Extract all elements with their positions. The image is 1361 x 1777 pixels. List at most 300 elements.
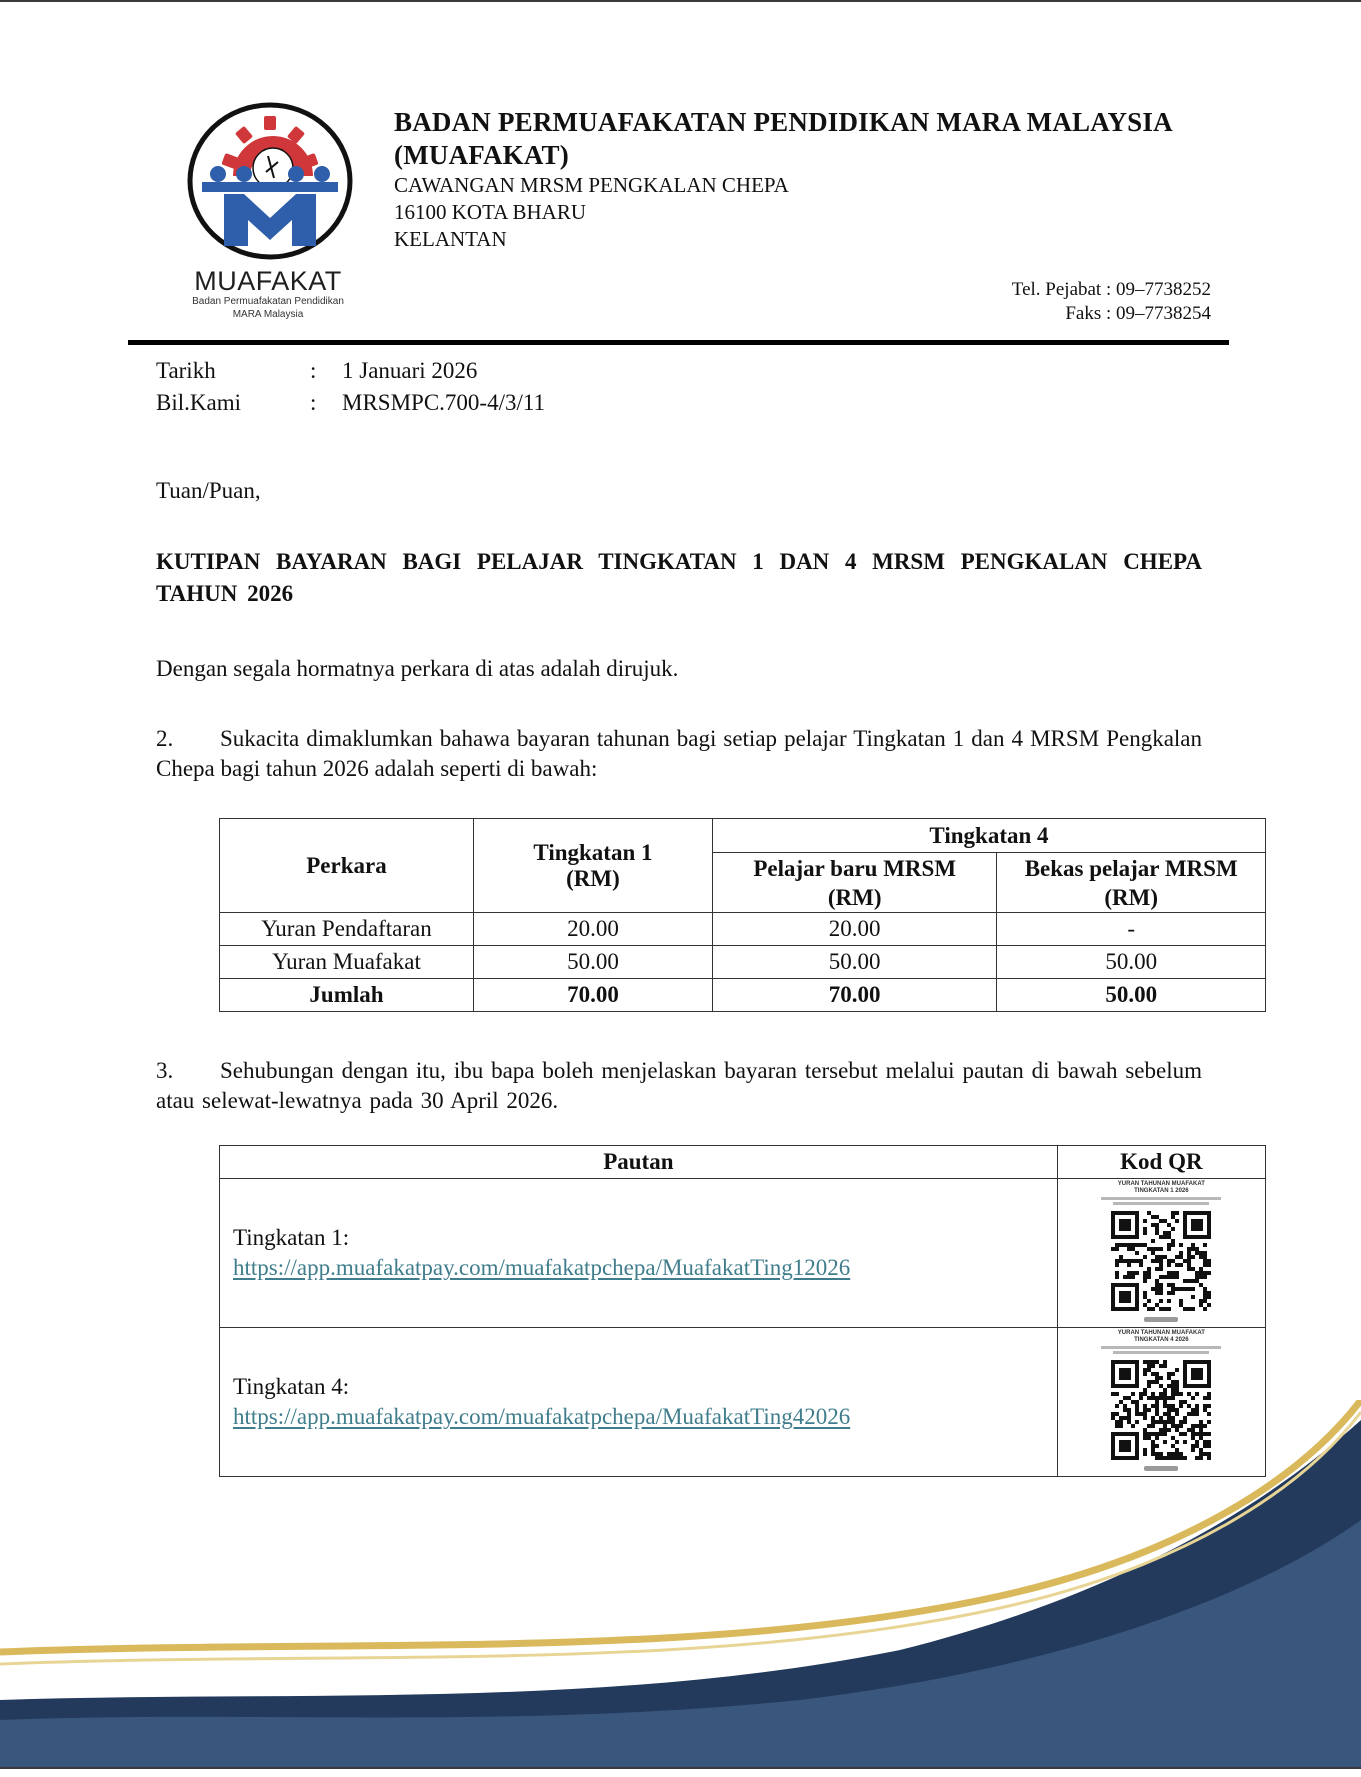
qr-module — [1203, 1251, 1207, 1255]
qr-module — [1155, 1279, 1159, 1283]
qr-module — [1163, 1219, 1167, 1223]
qr-module — [1155, 1376, 1159, 1380]
qr-module — [1115, 1271, 1119, 1275]
qr-module — [1151, 1372, 1155, 1376]
qr-caption-line — [1113, 1202, 1209, 1205]
qr-finder — [1191, 1368, 1203, 1380]
qr-module — [1143, 1303, 1147, 1307]
qr-module — [1151, 1380, 1155, 1384]
qr-module — [1159, 1299, 1163, 1303]
qr-module — [1207, 1291, 1211, 1295]
qr-module — [1159, 1255, 1163, 1259]
qr-module — [1171, 1243, 1175, 1247]
qr-module — [1175, 1255, 1179, 1259]
qr-module — [1187, 1267, 1191, 1271]
qr-module — [1175, 1287, 1179, 1291]
qr-module — [1159, 1275, 1163, 1279]
qr-module — [1175, 1368, 1179, 1372]
qr-module — [1203, 1295, 1207, 1299]
qr-module — [1159, 1219, 1163, 1223]
qr-cell — [1057, 1179, 1265, 1328]
qr-module — [1175, 1275, 1179, 1279]
qr-module — [1167, 1307, 1171, 1311]
qr-module — [1163, 1360, 1167, 1364]
qr-module — [1139, 1392, 1143, 1396]
qr-module — [1187, 1247, 1191, 1251]
qr-module — [1155, 1267, 1159, 1271]
qr-title: TINGKATAN 1 2026 — [1134, 1188, 1189, 1194]
organization-block — [394, 106, 1234, 253]
qr-module — [1167, 1376, 1171, 1380]
qr-module — [1191, 1279, 1195, 1283]
qr-module — [1143, 1372, 1147, 1376]
qr-module — [1199, 1255, 1203, 1259]
qr-module — [1143, 1368, 1147, 1372]
qr-module — [1135, 1251, 1139, 1255]
qr-module — [1187, 1255, 1191, 1259]
qr-module — [1167, 1299, 1171, 1303]
payment-link-tingkatan-4[interactable]: https://app.muafakatpay.com/muafakatpchepa/MuafakatTing42026 — [233, 1404, 851, 1429]
qr-module — [1123, 1259, 1127, 1263]
qr-module — [1179, 1287, 1183, 1291]
qr-module — [1155, 1380, 1159, 1384]
qr-module — [1131, 1392, 1135, 1396]
qr-module — [1155, 1231, 1159, 1235]
qr-module — [1167, 1231, 1171, 1235]
qr-finder — [1191, 1219, 1203, 1231]
qr-module — [1143, 1360, 1147, 1364]
qr-module — [1143, 1291, 1147, 1295]
qr-module — [1155, 1215, 1159, 1219]
qr-module — [1195, 1279, 1199, 1283]
qr-module — [1143, 1392, 1147, 1396]
qr-module — [1171, 1239, 1175, 1243]
reference-value: MRSMPC.700-4/3/11 — [342, 390, 546, 415]
qr-module — [1163, 1307, 1167, 1311]
qr-module — [1163, 1235, 1167, 1239]
qr-module — [1203, 1307, 1207, 1311]
header-text: Pelajar baru MRSM — [753, 855, 957, 881]
qr-module — [1123, 1275, 1127, 1279]
fee-t4-former: 50.00 — [997, 946, 1266, 979]
qr-module — [1151, 1247, 1155, 1251]
fee-item: Yuran Pendaftaran — [220, 913, 474, 946]
qr-module — [1167, 1235, 1171, 1239]
qr-caption-line — [1113, 1351, 1209, 1354]
qr-module — [1183, 1287, 1187, 1291]
qr-module — [1207, 1392, 1211, 1396]
qr-module — [1163, 1231, 1167, 1235]
qr-module — [1151, 1259, 1155, 1263]
qr-module — [1139, 1263, 1143, 1267]
qr-module — [1175, 1263, 1179, 1267]
fee-item: Yuran Muafakat — [220, 946, 474, 979]
qr-finder — [1119, 1219, 1131, 1231]
qr-module — [1163, 1388, 1167, 1392]
paragraph-2-text: Sukacita dimaklumkan bahawa bayaran tahunan bagi setiap pelajar Tingkatan 1 dan 4 MRSM Pengkalan Chepa bagi tahun 2026 adalah seperti di bawah: — [156, 726, 1202, 781]
qr-module — [1159, 1283, 1163, 1287]
qr-module — [1207, 1271, 1211, 1275]
total-row — [220, 979, 1266, 1012]
fee-t4-new: 70.00 — [712, 979, 996, 1012]
fee-item: Jumlah — [220, 979, 474, 1012]
qr-module — [1123, 1243, 1127, 1247]
qr-module — [1171, 1275, 1175, 1279]
qr-module — [1147, 1267, 1151, 1271]
qr-module — [1179, 1255, 1183, 1259]
qr-module — [1195, 1275, 1199, 1279]
qr-module — [1171, 1372, 1175, 1376]
qr-module — [1203, 1299, 1207, 1303]
qr-module — [1143, 1231, 1147, 1235]
qr-module — [1119, 1259, 1123, 1263]
qr-module — [1183, 1259, 1187, 1263]
qr-module — [1159, 1247, 1163, 1251]
paragraph-1: Dengan segala hormatnya perkara di atas adalah dirujuk. — [156, 656, 679, 681]
qr-module — [1155, 1360, 1159, 1364]
qr-module — [1167, 1243, 1171, 1247]
qr-module — [1155, 1259, 1159, 1263]
header-unit: (RM) — [566, 865, 620, 891]
qr-module — [1151, 1287, 1155, 1291]
qr-module — [1179, 1251, 1183, 1255]
qr-module — [1147, 1271, 1151, 1275]
qr-module — [1167, 1283, 1171, 1287]
qr-module — [1199, 1271, 1203, 1275]
paragraph-number: 2. — [156, 726, 174, 751]
qr-module — [1187, 1392, 1191, 1396]
table-row — [220, 946, 1266, 979]
qr-module — [1187, 1251, 1191, 1255]
letter-subject: KUTIPAN BAYARAN BAGI PELAJAR TINGKATAN 1 DAN 4 MRSM PENGKALAN CHEPA TAHUN 2026 — [156, 549, 1202, 606]
fee-t4-new: 20.00 — [712, 913, 996, 946]
office-phone: Tel. Pejabat : 09–7738252 — [1011, 279, 1211, 300]
payment-link-tingkatan-1[interactable]: https://app.muafakatpay.com/muafakatpchepa/MuafakatTing12026 — [233, 1255, 851, 1280]
top-border — [0, 0, 1361, 2]
qr-module — [1175, 1388, 1179, 1392]
fee-t4-new: 50.00 — [712, 946, 996, 979]
qr-module — [1171, 1215, 1175, 1219]
qr-module — [1115, 1243, 1119, 1247]
qr-module — [1131, 1243, 1135, 1247]
qr-module — [1151, 1364, 1155, 1368]
qr-module — [1203, 1243, 1207, 1247]
header-unit: (RM) — [827, 884, 882, 910]
qr-module — [1119, 1255, 1123, 1259]
qr-module — [1171, 1291, 1175, 1295]
qr-module — [1195, 1392, 1199, 1396]
qr-module — [1155, 1227, 1159, 1231]
qr-module — [1159, 1267, 1163, 1271]
branch-name: CAWANGAN MRSM PENGKALAN CHEPA — [394, 173, 789, 197]
qr-module — [1191, 1295, 1195, 1299]
fee-t1: 50.00 — [473, 946, 712, 979]
reference-colon: : — [310, 390, 317, 415]
qr-module — [1167, 1247, 1171, 1251]
qr-module — [1115, 1259, 1119, 1263]
qr-module — [1199, 1251, 1203, 1255]
header-qr: Kod QR — [1057, 1146, 1265, 1179]
qr-module — [1155, 1372, 1159, 1376]
qr-module — [1143, 1219, 1147, 1223]
qr-module — [1171, 1271, 1175, 1275]
qr-module — [1171, 1388, 1175, 1392]
qr-title: YURAN TAHUNAN MUAFAKAT — [1117, 1330, 1205, 1336]
qr-module — [1135, 1271, 1139, 1275]
qr-finder — [1119, 1291, 1131, 1303]
qr-module — [1191, 1307, 1195, 1311]
qr-module — [1203, 1291, 1207, 1295]
qr-module — [1179, 1392, 1183, 1396]
qr-module — [1195, 1251, 1199, 1255]
qr-module — [1135, 1259, 1139, 1263]
qr-module — [1183, 1307, 1187, 1311]
qr-module — [1115, 1247, 1119, 1251]
qr-module — [1159, 1376, 1163, 1380]
qr-module — [1151, 1392, 1155, 1396]
qr-module — [1151, 1215, 1155, 1219]
qr-module — [1171, 1211, 1175, 1215]
header-former-student — [997, 853, 1266, 913]
logo-subtitle: Badan Permuafakatan Pendidikan — [192, 296, 344, 307]
link-label: Tingkatan 1: — [233, 1225, 350, 1250]
qr-module — [1143, 1243, 1147, 1247]
qr-module — [1179, 1303, 1183, 1307]
qr-module — [1151, 1307, 1155, 1311]
date-colon: : — [310, 358, 317, 383]
qr-module — [1139, 1243, 1143, 1247]
qr-module — [1171, 1283, 1175, 1287]
logo-graphic — [178, 86, 358, 266]
qr-module — [1183, 1279, 1187, 1283]
qr-module — [1187, 1259, 1191, 1263]
qr-module — [1159, 1307, 1163, 1311]
fax-number: Faks : 09–7738254 — [1065, 303, 1211, 324]
qr-module — [1147, 1247, 1151, 1251]
qr-module — [1155, 1291, 1159, 1295]
qr-module — [1159, 1259, 1163, 1263]
qr-module — [1171, 1380, 1175, 1384]
qr-module — [1143, 1271, 1147, 1275]
qr-module — [1111, 1247, 1115, 1251]
qr-module — [1207, 1259, 1211, 1263]
qr-module — [1175, 1211, 1179, 1215]
qr-module — [1163, 1364, 1167, 1368]
bottom-border — [0, 1767, 1361, 1769]
qr-module — [1191, 1267, 1195, 1271]
qr-module — [1147, 1360, 1151, 1364]
link-label: Tingkatan 4: — [233, 1374, 350, 1399]
qr-module — [1143, 1279, 1147, 1283]
qr-module — [1171, 1227, 1175, 1231]
qr-module — [1155, 1247, 1159, 1251]
qr-module — [1163, 1255, 1167, 1259]
table-row — [220, 1179, 1266, 1328]
qr-module — [1203, 1287, 1207, 1291]
qr-module — [1131, 1247, 1135, 1251]
branch-state: KELANTAN — [394, 227, 507, 251]
qr-caption-line — [1101, 1197, 1221, 1200]
qr-module — [1179, 1299, 1183, 1303]
header-tingkatan-1 — [473, 819, 712, 913]
qr-module — [1151, 1223, 1155, 1227]
qr-module — [1159, 1287, 1163, 1291]
paragraph-2 — [156, 724, 1202, 784]
qr-module — [1155, 1223, 1159, 1227]
qr-module — [1115, 1392, 1119, 1396]
qr-module — [1203, 1275, 1207, 1279]
qr-module — [1187, 1287, 1191, 1291]
qr-module — [1147, 1384, 1151, 1388]
qr-module — [1203, 1263, 1207, 1267]
qr-module — [1159, 1263, 1163, 1267]
qr-module — [1147, 1275, 1151, 1279]
qr-module — [1167, 1275, 1171, 1279]
qr-module — [1147, 1299, 1151, 1303]
qr-module — [1147, 1364, 1151, 1368]
org-name: BADAN PERMUAFAKATAN PENDIDIKAN MARA MALAYSIA — [394, 107, 1173, 137]
qr-module — [1187, 1307, 1191, 1311]
fee-t1: 20.00 — [473, 913, 712, 946]
qr-module — [1191, 1255, 1195, 1259]
qr-module — [1131, 1259, 1135, 1263]
qr-module — [1167, 1259, 1171, 1263]
qr-module — [1143, 1275, 1147, 1279]
qr-module — [1175, 1219, 1179, 1223]
qr-module — [1207, 1263, 1211, 1267]
qr-module — [1167, 1223, 1171, 1227]
contact-block — [1012, 278, 1211, 326]
qr-module — [1167, 1384, 1171, 1388]
paragraph-number: 3. — [156, 1058, 174, 1083]
paragraph-3 — [156, 1056, 1202, 1116]
qr-module — [1167, 1372, 1171, 1376]
qr-module — [1115, 1263, 1119, 1267]
qr-module — [1167, 1291, 1171, 1295]
qr-module — [1131, 1275, 1135, 1279]
qr-module — [1203, 1271, 1207, 1275]
qr-module — [1159, 1235, 1163, 1239]
qr-module — [1151, 1360, 1155, 1364]
qr-module — [1155, 1283, 1159, 1287]
header-new-student — [712, 853, 996, 913]
qr-module — [1135, 1243, 1139, 1247]
date-value: 1 Januari 2026 — [342, 358, 478, 383]
qr-module — [1207, 1295, 1211, 1299]
qr-module — [1191, 1287, 1195, 1291]
org-abbreviation: (MUAFAKAT) — [394, 140, 569, 170]
qr-module — [1139, 1259, 1143, 1263]
qr-module — [1175, 1384, 1179, 1388]
qr-module — [1207, 1303, 1211, 1307]
qr-module — [1199, 1299, 1203, 1303]
qr-module — [1127, 1271, 1131, 1275]
qr-module — [1187, 1279, 1191, 1283]
qr-module — [1199, 1267, 1203, 1271]
qr-module — [1175, 1380, 1179, 1384]
qr-module — [1127, 1275, 1131, 1279]
qr-module — [1195, 1271, 1199, 1275]
reference-label: Bil.Kami — [156, 390, 241, 415]
qr-module — [1127, 1259, 1131, 1263]
qr-module — [1131, 1271, 1135, 1275]
logo-subtitle: MARA Malaysia — [232, 309, 304, 320]
qr-module — [1191, 1247, 1195, 1251]
qr-module — [1119, 1243, 1123, 1247]
qr-module — [1191, 1243, 1195, 1247]
qr-module — [1143, 1295, 1147, 1299]
qr-module — [1155, 1287, 1159, 1291]
qr-finder — [1119, 1368, 1131, 1380]
fee-table — [219, 818, 1266, 1012]
qr-module — [1163, 1275, 1167, 1279]
qr-module — [1159, 1364, 1163, 1368]
qr-module — [1199, 1303, 1203, 1307]
qr-module — [1179, 1243, 1183, 1247]
qr-module — [1155, 1303, 1159, 1307]
qr-module — [1203, 1255, 1207, 1259]
fee-t4-former: 50.00 — [997, 979, 1266, 1012]
qr-module — [1175, 1271, 1179, 1275]
qr-module — [1167, 1263, 1171, 1267]
link-cell — [220, 1179, 1058, 1328]
qr-module — [1147, 1307, 1151, 1311]
qr-module — [1111, 1392, 1115, 1396]
date-label: Tarikh — [156, 358, 216, 383]
qr-title: TINGKATAN 4 2026 — [1134, 1337, 1189, 1343]
muafakat-logo-icon — [178, 86, 358, 326]
qr-module — [1143, 1388, 1147, 1392]
qr-module — [1155, 1255, 1159, 1259]
qr-module — [1147, 1368, 1151, 1372]
qr-module — [1171, 1384, 1175, 1388]
qr-module — [1179, 1263, 1183, 1267]
qr-module — [1115, 1275, 1119, 1279]
salutation: Tuan/Puan, — [156, 478, 261, 503]
decorative-wave-icon — [0, 1400, 1361, 1767]
paragraph-3-text: Sehubungan dengan itu, ibu bapa boleh menjelaskan bayaran tersebut melalui pautan di bawah sebelum atau selewat-lewatnya pada 30 April 2026. — [156, 1058, 1202, 1113]
qr-module — [1159, 1291, 1163, 1295]
qr-module — [1167, 1271, 1171, 1275]
qr-code-icon[interactable] — [1111, 1211, 1211, 1311]
qr-module — [1147, 1211, 1151, 1215]
letterhead-divider — [128, 340, 1229, 345]
table-row — [220, 913, 1266, 946]
fee-t4-former: - — [997, 913, 1266, 946]
header-text: Tingkatan 1 — [533, 839, 653, 865]
qr-module — [1127, 1243, 1131, 1247]
qr-module — [1171, 1287, 1175, 1291]
qr-module — [1203, 1259, 1207, 1263]
header-perkara: Perkara — [220, 819, 474, 913]
qr-module — [1159, 1384, 1163, 1388]
header-link: Pautan — [220, 1146, 1058, 1179]
qr-module — [1199, 1275, 1203, 1279]
qr-module — [1199, 1283, 1203, 1287]
qr-module — [1175, 1392, 1179, 1396]
qr-module — [1171, 1259, 1175, 1263]
qr-module — [1143, 1255, 1147, 1259]
qr-module — [1163, 1392, 1167, 1396]
qr-module — [1159, 1392, 1163, 1396]
branch-postcode: 16100 KOTA BHARU — [394, 200, 586, 224]
header-text: Bekas pelajar MRSM — [1024, 855, 1238, 881]
qr-module — [1127, 1263, 1131, 1267]
qr-module — [1143, 1227, 1147, 1231]
qr-footer-logo — [1144, 1317, 1178, 1322]
logo-wordmark: MUAFAKAT — [194, 266, 342, 296]
qr-module — [1171, 1392, 1175, 1396]
